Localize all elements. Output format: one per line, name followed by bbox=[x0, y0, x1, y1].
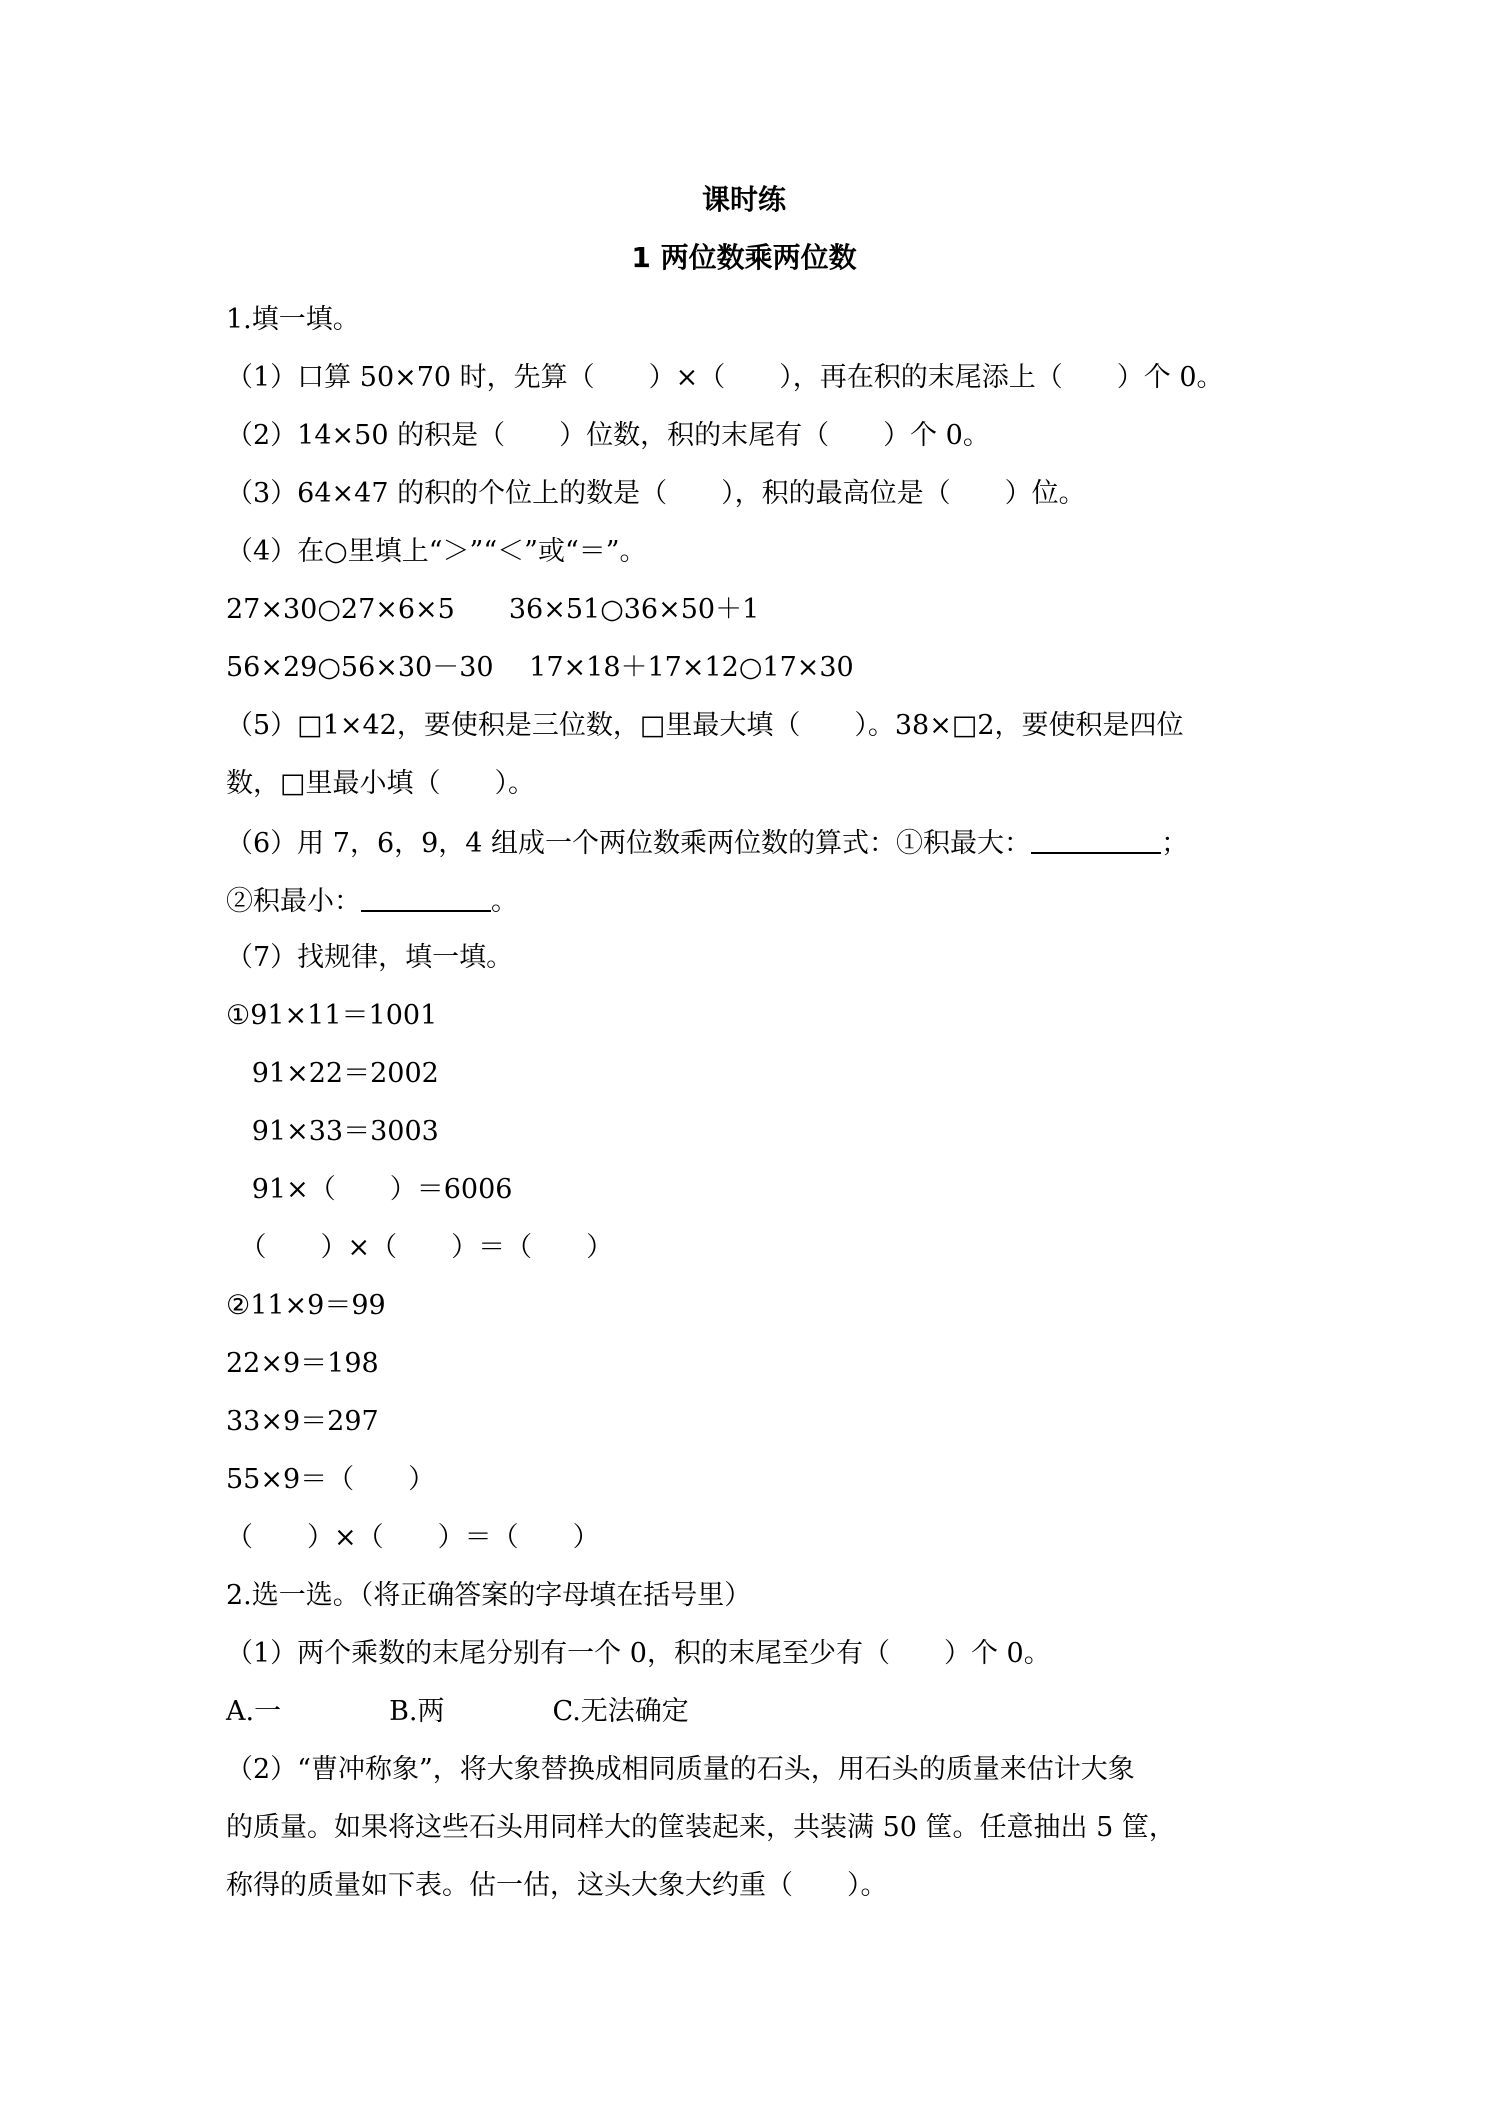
pattern-b-line: ②11×9＝99 bbox=[226, 1290, 386, 1321]
lesson-title: 1 两位数乘两位数 bbox=[631, 241, 857, 274]
question-1-6-punct: ； bbox=[1161, 828, 1189, 859]
min-product-blank[interactable] bbox=[361, 880, 491, 912]
compare-row-1: 27×30○27×6×5 36×51○36×50＋1 bbox=[226, 594, 760, 625]
section2-heading: 2.选一选。（将正确答案的字母填在括号里） bbox=[226, 1580, 752, 1611]
question-1-3: （3）64×47 的积的个位上的数是（ ），积的最高位是（ ）位。 bbox=[226, 478, 1086, 509]
question-1-6-line2 bbox=[226, 880, 1286, 922]
pattern-b-line: 55×9＝（ ） bbox=[226, 1464, 436, 1495]
pattern-b-line: （ ）×（ ）＝（ ） bbox=[226, 1522, 600, 1553]
compare-row-2: 56×29○56×30－30 17×18＋17×12○17×30 bbox=[226, 652, 854, 683]
question-1-1: （1）口算 50×70 时，先算（ ）×（ ），再在积的末尾添上（ ）个 0。 bbox=[226, 362, 1224, 393]
question-1-6-text: （6）用 7，6，9，4 组成一个两位数乘两位数的算式：①积最大： bbox=[226, 828, 1032, 859]
pattern-b-line: 22×9＝198 bbox=[226, 1348, 379, 1379]
question-1-4: （4）在○里填上“＞”“＜”或“＝”。 bbox=[226, 536, 647, 567]
pattern-a-line: ①91×11＝1001 bbox=[226, 1000, 438, 1031]
question-1-7: （7）找规律，填一填。 bbox=[226, 942, 514, 973]
question-2-2-line1: （2）“曹冲称象”，将大象替换成相同质量的石头，用石头的质量来估计大象 bbox=[226, 1754, 1135, 1785]
question-1-2: （2）14×50 的积是（ ）位数，积的末尾有（ ）个 0。 bbox=[226, 420, 990, 451]
max-product-blank[interactable] bbox=[1031, 822, 1161, 854]
question-2-1-options: A.一 B.两 C.无法确定 bbox=[226, 1696, 689, 1727]
pattern-a-line: （ ）×（ ）＝（ ） bbox=[226, 1232, 614, 1263]
pattern-b-line: 33×9＝297 bbox=[226, 1406, 379, 1437]
pattern-a-line: 91×（ ）＝6006 bbox=[226, 1174, 513, 1205]
question-1-6-line1 bbox=[226, 822, 1286, 864]
pattern-a-line: 91×33＝3003 bbox=[226, 1116, 439, 1147]
min-product-punct: 。 bbox=[491, 886, 518, 917]
question-2-2-line3: 称得的质量如下表。估一估，这头大象大约重（ ）。 bbox=[226, 1870, 888, 1901]
section1-heading: 1.填一填。 bbox=[226, 304, 360, 335]
question-1-5-line1: （5）□1×42，要使积是三位数，□里最大填（ ）。38×□2，要使积是四位 bbox=[226, 710, 1184, 741]
min-product-label: ②积最小： bbox=[226, 886, 361, 917]
pattern-a-line: 91×22＝2002 bbox=[226, 1058, 439, 1089]
question-1-5-line2: 数，□里最小填（ ）。 bbox=[226, 768, 536, 799]
page-title: 课时练 bbox=[701, 183, 786, 216]
question-2-1: （1）两个乘数的末尾分别有一个 0，积的末尾至少有（ ）个 0。 bbox=[226, 1638, 1051, 1669]
question-2-2-line2: 的质量。如果将这些石头用同样大的筐装起来，共装满 50 筐。任意抽出 5 筐， bbox=[226, 1812, 1176, 1843]
